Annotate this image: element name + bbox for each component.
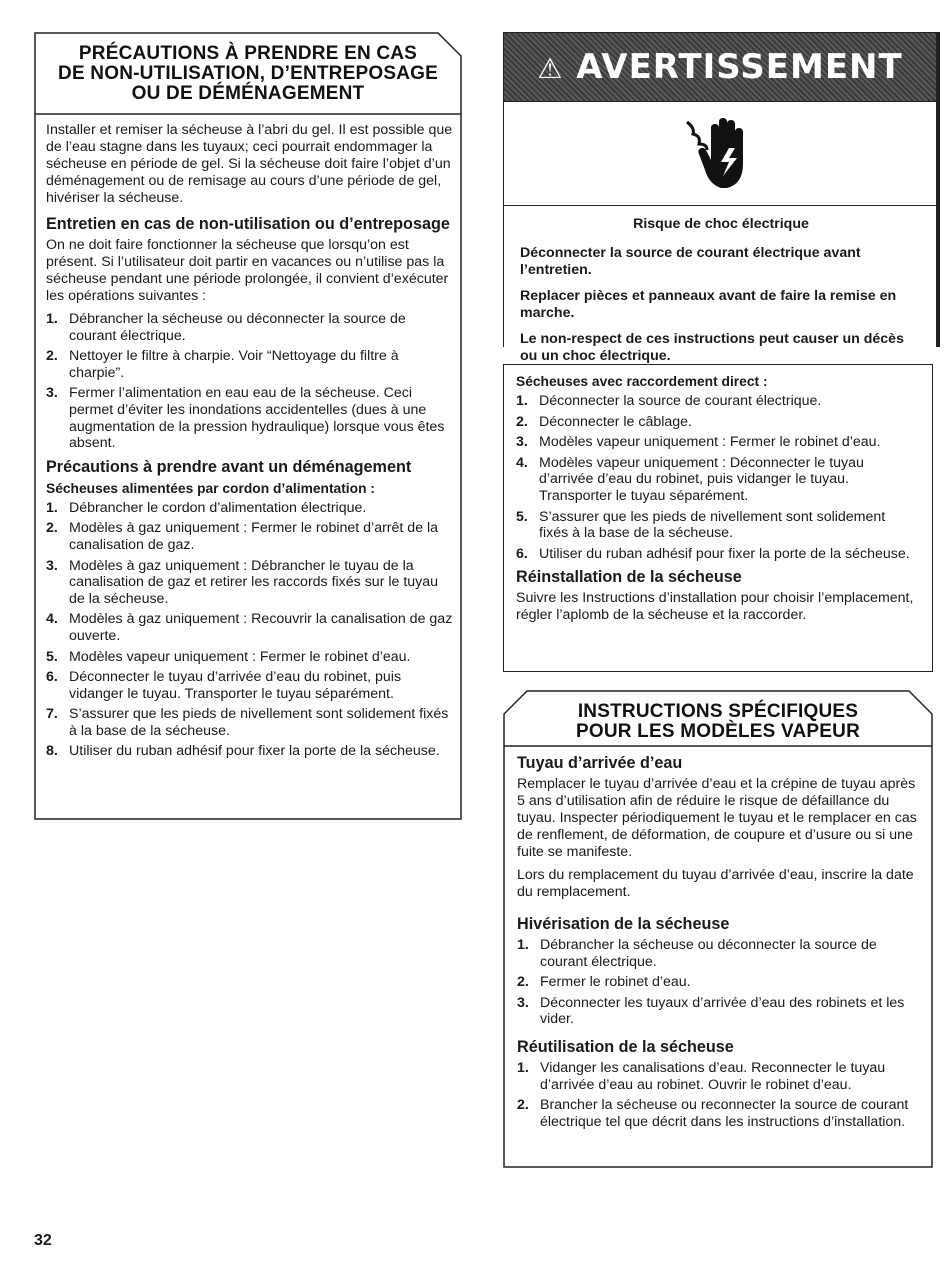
step-text: Modèles à gaz uniquement : Recouvrir la canalisation de gaz ouverte. xyxy=(69,611,453,644)
step-number: 4. xyxy=(46,611,58,628)
step-number: 1. xyxy=(517,1059,529,1076)
moving-heading: Précautions à prendre avant un déménagement xyxy=(46,457,412,476)
step-number: 1. xyxy=(46,499,58,516)
warning-line: Replacer pièces et panneaux avant de faire la remise en marche. xyxy=(520,288,897,321)
step-number: 7. xyxy=(46,706,58,723)
step-text: Modèles vapeur uniquement : Fermer le robinet d’eau. xyxy=(69,648,411,665)
step-text: S’assurer que les pieds de nivellement sont solidement fixés à la base de la sécheuse. xyxy=(69,706,449,739)
reuse-steps xyxy=(517,1060,921,1130)
page-number: 32 xyxy=(34,1232,52,1249)
step-number: 1. xyxy=(46,311,58,327)
step-text: Débrancher la sécheuse ou déconnecter la source de courant électrique. xyxy=(69,311,406,344)
storage-heading: Entretien en cas de non-utilisation ou d’entreposage xyxy=(46,215,450,233)
list-item xyxy=(46,520,456,553)
storage-precautions-section xyxy=(34,32,462,820)
step-text: Déconnecter la source de courant électrique. xyxy=(539,393,822,409)
step-text: Fermer le robinet d’eau. xyxy=(540,974,691,991)
step-number: 3. xyxy=(46,557,58,574)
cord-steps xyxy=(46,500,456,760)
step-number: 3. xyxy=(516,434,528,451)
direct-steps xyxy=(516,393,918,562)
winter-steps xyxy=(517,937,921,1028)
list-item xyxy=(46,743,456,760)
risk-label: Risque de choc électrique xyxy=(633,216,809,232)
section-title: PRÉCAUTIONS À PRENDRE EN CAS DE NON-UTILISATION, D’ENTREPOSAGE OU DE DÉMÉNAGEMENT xyxy=(58,43,438,104)
warning-line: Déconnecter la source de courant électrique avant l’entretien. xyxy=(520,245,861,278)
step-number: 2. xyxy=(517,1097,529,1114)
warning-triangle-icon: ⚠ xyxy=(537,52,564,85)
list-item xyxy=(516,455,918,505)
step-text: S’assurer que les pieds de nivellement sont solidement fixés à la base de la sécheuse. xyxy=(539,508,886,542)
winter-heading: Hivérisation de la sécheuse xyxy=(517,915,730,933)
warning-line: Le non-respect de ces instructions peut causer un décès ou un choc électrique. xyxy=(520,331,904,364)
list-item xyxy=(46,311,456,344)
step-text: Déconnecter le câblage. xyxy=(539,413,693,430)
direct-wire-section xyxy=(503,364,933,672)
step-text: Modèles à gaz uniquement : Débrancher le tuyau de la canalisation de gaz et retirer les raccords fixés sur le tuyau de la sécheuse. xyxy=(69,557,439,607)
step-text: Vidanger les canalisations d’eau. Reconnecter le tuyau d’arrivée d’eau au robinet. Ouvrir le robinet d’eau. xyxy=(540,1059,886,1093)
warning-box xyxy=(503,32,940,364)
step-number: 2. xyxy=(517,974,529,991)
step-number: 5. xyxy=(516,508,528,525)
list-item xyxy=(516,509,918,542)
list-item xyxy=(516,414,918,431)
step-text: Brancher la sécheuse ou reconnecter la source de courant électrique tel que décrit dans les instructions d’installation. xyxy=(540,1097,909,1130)
step-number: 2. xyxy=(46,348,58,365)
step-number: 3. xyxy=(517,994,529,1011)
list-item xyxy=(46,649,456,666)
step-number: 1. xyxy=(516,393,528,409)
step-number: 2. xyxy=(46,520,58,537)
storage-text: On ne doit faire fonctionner la sécheuse que lorsqu’on est présent. Si l’utilisateur doit partir en vacances ou n’utilise pas la sécheuse pendant une période prolongée, il convient d’exécuter les opérations suivantes : xyxy=(46,237,449,304)
step-text: Débrancher le cordon d’alimentation électrique. xyxy=(69,499,367,516)
warning-header xyxy=(504,33,936,102)
step-text: Débrancher la sécheuse ou déconnecter la source de courant électrique. xyxy=(540,937,877,970)
step-number: 6. xyxy=(516,545,528,562)
step-text: Fermer l’alimentation en eau eau de la sécheuse. Ceci permet d’éviter les inondations accidentelles (dues à une augmentation de la pression hydraulique) lorsque vous êtes absent. xyxy=(69,385,445,452)
step-number: 2. xyxy=(516,413,528,430)
list-item xyxy=(46,611,456,644)
steam-title: INSTRUCTIONS SPÉCIFIQUES POUR LES MODÈLES VAPEUR xyxy=(575,701,860,742)
step-number: 8. xyxy=(46,743,58,760)
hose-text: Lors du remplacement du tuyau d’arrivée d’eau, inscrire la date du remplacement. xyxy=(517,867,914,900)
direct-heading: Sécheuses avec raccordement direct : xyxy=(516,374,768,389)
step-text: Nettoyer le filtre à charpie. Voir “Nettoyage du filtre à charpie”. xyxy=(69,348,399,381)
list-item xyxy=(46,558,456,608)
step-text: Modèles vapeur uniquement : Déconnecter le tuyau d’arrivée d’eau du robinet, puis vidanger le tuyau. Transporter le tuyau séparément. xyxy=(539,454,864,504)
hose-text: Remplacer le tuyau d’arrivée d’eau et la crépine de tuyau après 5 ans d’utilisation afin de réduire le risque de défaillance du tuyau. Inspecter périodiquement le tuyau et le remplacer en cas de renflement, de déformation, de coupure et d’usure ou si une fuite se manifeste. xyxy=(517,776,917,860)
step-number: 1. xyxy=(517,937,529,953)
list-item xyxy=(46,706,456,739)
list-item xyxy=(516,546,918,563)
list-item xyxy=(46,500,456,517)
step-text: Déconnecter les tuyaux d’arrivée d’eau des robinets et les vider. xyxy=(540,994,905,1028)
list-item xyxy=(517,937,921,970)
warning-title: ⚠ AVERTISSEMENT xyxy=(537,47,903,87)
hose-heading: Tuyau d’arrivée d’eau xyxy=(517,754,683,772)
list-item xyxy=(517,1060,921,1093)
reuse-heading: Réutilisation de la sécheuse xyxy=(517,1037,734,1056)
list-item xyxy=(46,669,456,702)
step-text: Utiliser du ruban adhésif pour fixer la porte de la sécheuse. xyxy=(539,545,910,562)
intro-text: Installer et remiser la sécheuse à l’abri du gel. Il est possible que de l’eau stagne dans les tuyaux; ceci pourrait endommager la sécheuse en période de gel. Si la sécheuse doit faire l’objet d’un déménagement ou de remisage au cours d’une période de gel, hivériser la sécheuse. xyxy=(46,122,453,206)
step-text: Déconnecter le tuyau d’arrivée d’eau du robinet, puis vidanger le tuyau. Transporter le tuyau séparément. xyxy=(69,669,402,702)
steam-models-section xyxy=(503,690,933,1168)
list-item xyxy=(517,1097,921,1130)
cord-heading: Sécheuses alimentées par cordon d’alimentation : xyxy=(46,480,375,496)
list-item xyxy=(46,385,456,451)
step-number: 6. xyxy=(46,669,58,686)
warning-text xyxy=(504,206,936,380)
list-item xyxy=(46,348,456,381)
reinstall-heading: Réinstallation de la sécheuse xyxy=(516,568,742,587)
step-text: Utiliser du ruban adhésif pour fixer la porte de la sécheuse. xyxy=(69,743,440,760)
list-item xyxy=(517,974,921,991)
list-item xyxy=(517,995,921,1028)
step-number: 4. xyxy=(516,454,528,471)
storage-steps xyxy=(46,311,456,452)
step-text: Modèles vapeur uniquement : Fermer le robinet d’eau. xyxy=(539,434,881,451)
electric-shock-hand-icon xyxy=(504,102,936,206)
step-text: Modèles à gaz uniquement : Fermer le robinet d’arrêt de la canalisation de gaz. xyxy=(69,520,439,553)
step-number: 5. xyxy=(46,648,58,665)
step-number: 3. xyxy=(46,385,58,402)
reinstall-text: Suivre les Instructions d’installation pour choisir l’emplacement, régler l’aplomb de la sécheuse et la raccorder. xyxy=(516,590,914,624)
list-item xyxy=(516,434,918,451)
list-item xyxy=(516,393,918,410)
